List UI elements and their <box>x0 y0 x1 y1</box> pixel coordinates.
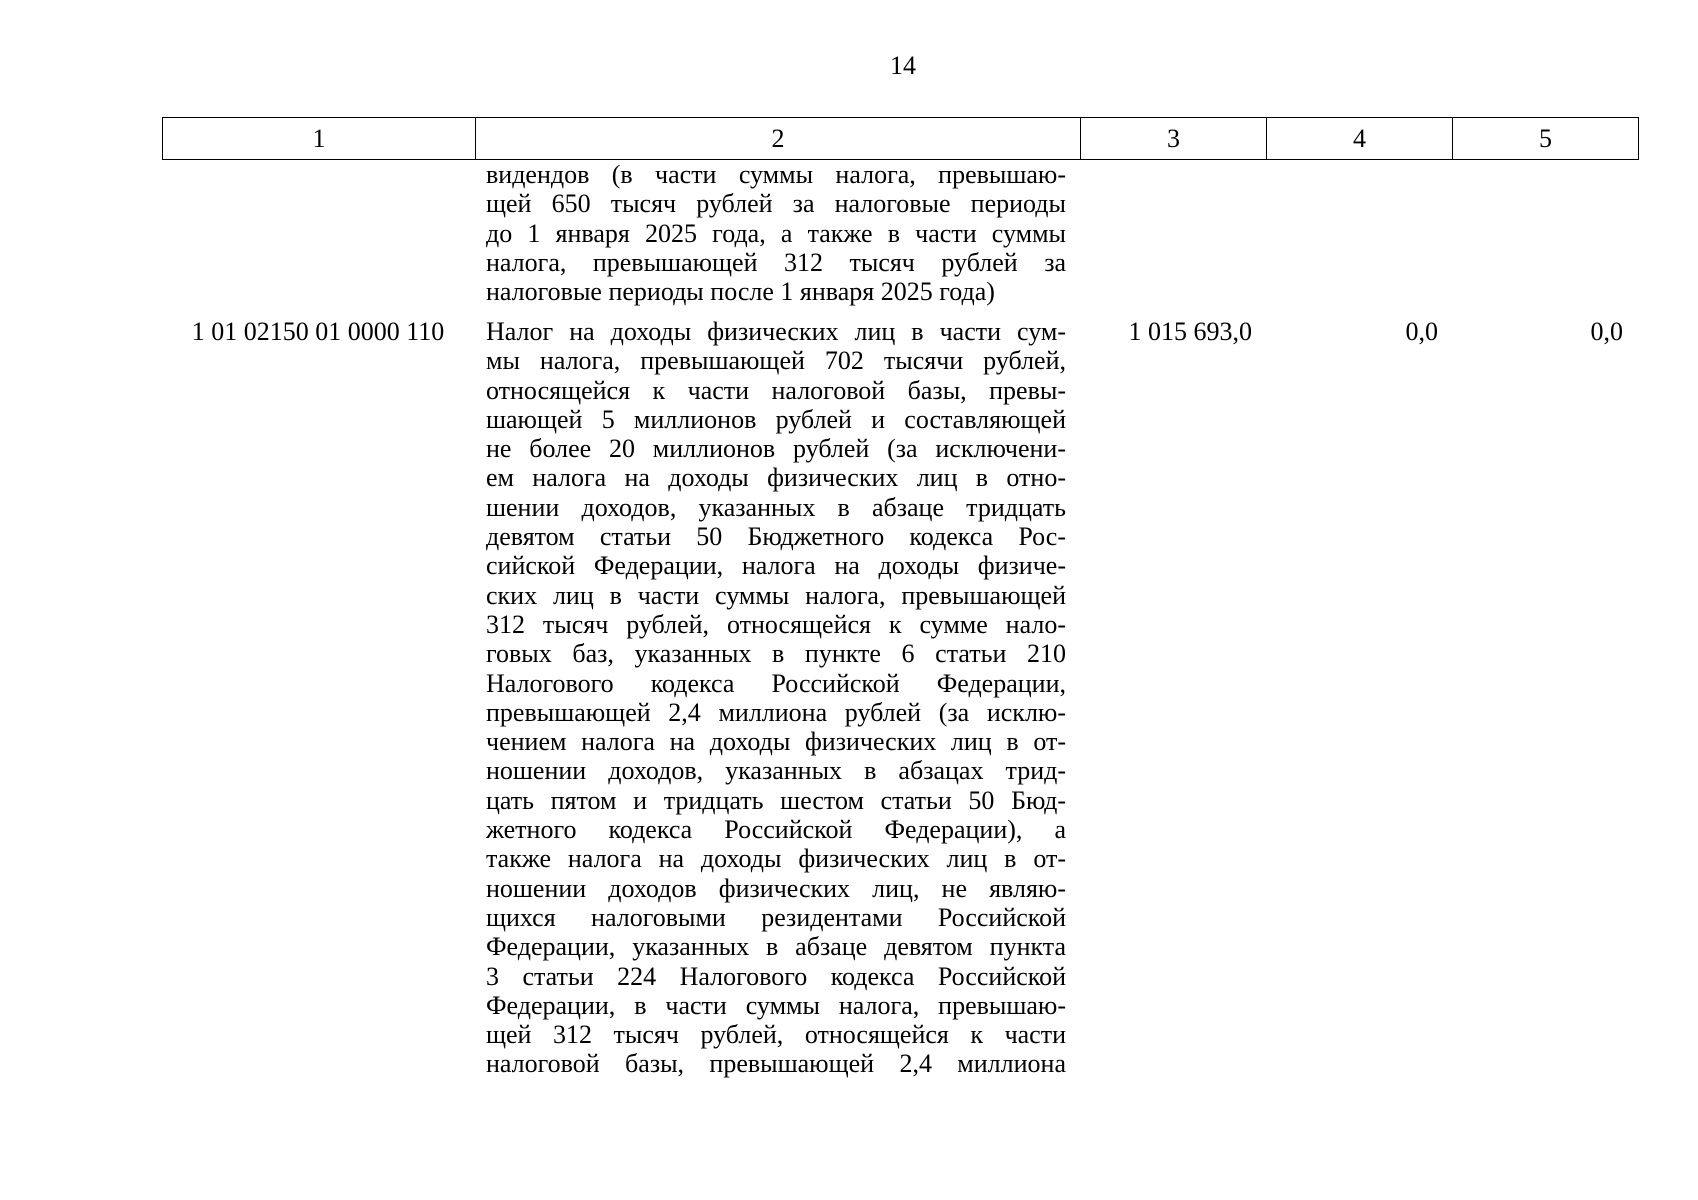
description-line: Налог на доходы физических лиц в части сум- <box>486 317 1066 346</box>
description-line: Федерации, в части суммы налога, превышаю- <box>486 990 1066 1020</box>
table-header <box>162 117 1639 160</box>
description-line: 312 тысяч рублей, относящейся к сумме нало- <box>486 609 1066 639</box>
header-col-1: 1 <box>163 118 476 160</box>
description-line: налоговые периоды после 1 января 2025 года) <box>486 277 995 307</box>
description-line: Федерации, указанных в абзаце девятом пункта <box>486 932 1066 962</box>
description-line: налоговой базы, превышающей 2,4 миллиона <box>486 1049 1066 1079</box>
header-col-4: 4 <box>1267 118 1453 160</box>
description-line: ских лиц в части суммы налога, превышающей <box>486 580 1066 610</box>
description-line: девятом статьи 50 Бюджетного кодекса Рос- <box>486 522 1066 552</box>
description-line: говых баз, указанных в пункте 6 статьи 210 <box>486 639 1066 669</box>
page-number: 14 <box>890 51 916 80</box>
description-line: до 1 января 2025 года, а также в части суммы <box>486 218 1066 248</box>
description-line: ем налога на доходы физических лиц в отно- <box>486 463 1066 493</box>
description-line: также налога на доходы физических лиц в от- <box>486 844 1066 874</box>
description-line: превышающей 2,4 миллиона рублей (за исклю- <box>486 697 1066 727</box>
row-col5-value: 0,0 <box>1590 317 1623 346</box>
description-line: не более 20 миллионов рублей (за исключени- <box>486 434 1066 464</box>
description-line: ношении доходов физических лиц, не являю- <box>486 873 1066 903</box>
description-line: ношении доходов, указанных в абзацах трид- <box>486 756 1066 786</box>
description-line: налога, превышающей 312 тысяч рублей за <box>486 247 1066 277</box>
description-line: шении доходов, указанных в абзаце тридцать <box>486 492 1066 522</box>
row-col3-value: 1 015 693,0 <box>1128 317 1252 346</box>
description-line: жетного кодекса Российской Федерации), а <box>486 815 1066 845</box>
row-description <box>486 317 1066 1079</box>
description-line: щей 650 тысяч рублей за налоговые периоды <box>486 189 1066 219</box>
header-col-2: 2 <box>476 118 1081 160</box>
description-line: Налогового кодекса Российской Федерации, <box>486 668 1066 698</box>
description-line: чением налога на доходы физических лиц в от- <box>486 727 1066 757</box>
description-line: мы налога, превышающей 702 тысячи рублей, <box>486 346 1066 376</box>
description-line: цать пятом и тридцать шестом статьи 50 Бюд- <box>486 785 1066 815</box>
description-line: щихся налоговыми резидентами Российской <box>486 902 1066 932</box>
description-line: 3 статьи 224 Налогового кодекса Российской <box>486 961 1066 991</box>
description-line: шающей 5 миллионов рублей и составляющей <box>486 404 1066 434</box>
description-line: щей 312 тысяч рублей, относящейся к части <box>486 1020 1066 1050</box>
description-line: сийской Федерации, налога на доходы физиче- <box>486 551 1066 581</box>
header-col-3: 3 <box>1081 118 1267 160</box>
header-row <box>163 118 1639 160</box>
row-code: 1 01 02150 01 0000 110 <box>191 317 445 346</box>
description-line: относящейся к части налоговой базы, превы- <box>486 375 1066 405</box>
header-col-5: 5 <box>1453 118 1639 160</box>
description-line: видендов (в части суммы налога, превышаю- <box>486 160 1066 189</box>
continuation-description <box>486 160 1066 306</box>
row-col4-value: 0,0 <box>1405 317 1438 346</box>
